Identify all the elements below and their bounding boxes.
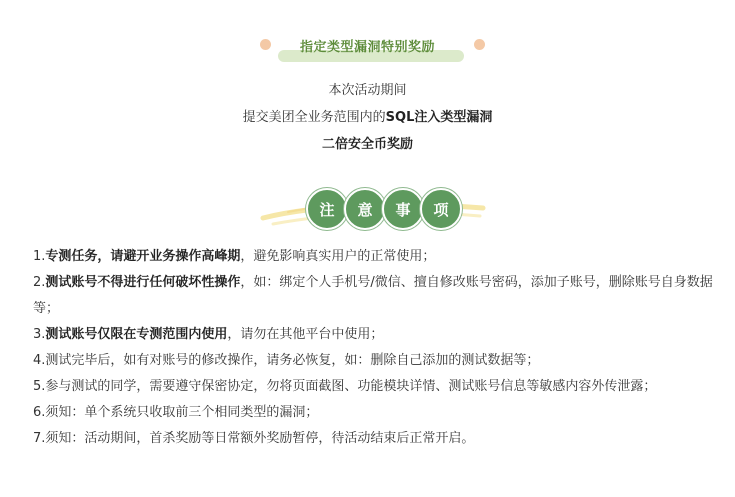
intro-line-1: 本次活动期间 <box>328 83 407 98</box>
intro-line-3-bold: 二倍安全币奖励 <box>321 137 413 152</box>
rule-number: 4. <box>33 353 46 368</box>
rule-item <box>33 322 713 348</box>
rule-item <box>33 400 713 426</box>
rule-number: 1. <box>33 249 46 264</box>
notice-char-1: 注 <box>306 188 348 230</box>
rule-text: 参与测试的同学，需要遵守保密协定，勿将页面截图、功能模块详情、测试账号信息等敏感内容外传泄露； <box>45 379 657 394</box>
rule-bold-text: 专测任务，请避开业务操作高峰期 <box>45 249 241 264</box>
intro-line-2-bold: SQL注入类型漏洞 <box>385 110 493 125</box>
intro-line-2 <box>0 104 735 131</box>
intro-line-2-prefix: 提交美团全业务范围内的 <box>242 110 386 125</box>
intro-line-3 <box>0 131 735 158</box>
section-title-text: 指定类型漏洞特别奖励 <box>299 40 435 55</box>
rule-number: 5. <box>33 379 46 394</box>
rule-item <box>33 374 713 400</box>
rule-text: ，请勿在其他平台中使用； <box>227 327 384 342</box>
rule-item <box>33 348 713 374</box>
rule-number: 7. <box>33 431 46 446</box>
rule-text: ，避免影响真实用户的正常使用； <box>240 249 436 264</box>
notice-char-3: 事 <box>382 188 424 230</box>
notice-char-2: 意 <box>344 188 386 230</box>
rule-number: 2. <box>33 275 46 290</box>
rule-number: 3. <box>33 327 46 342</box>
rule-text: 测试完毕后，如有对账号的修改操作，请务必恢复，如：删除自己添加的测试数据等； <box>45 353 540 368</box>
rule-bold-text: 测试账号不得进行任何破坏性操作 <box>45 275 241 290</box>
rules-list <box>33 244 713 452</box>
rule-text: 须知：活动期间，首杀奖励等日常额外奖励暂停，待活动结束后正常开启。 <box>45 431 475 446</box>
notice-heading <box>0 188 735 236</box>
rule-item <box>33 426 713 452</box>
notice-circles <box>306 188 458 232</box>
intro-block <box>0 77 735 158</box>
rule-bold-text: 测试账号仅限在专测范围内使用 <box>45 327 228 342</box>
rule-item <box>33 244 713 270</box>
section-title <box>0 28 735 68</box>
notice-char-4: 项 <box>420 188 462 230</box>
rule-item <box>33 270 713 322</box>
rule-text: 须知：单个系统只收取前三个相同类型的漏洞； <box>45 405 319 420</box>
rule-text: ，如：绑定个人手机号/微信、擅自修改账号密码，添加子账号，删除账号自身数据等； <box>33 275 713 316</box>
rule-number: 6. <box>33 405 46 420</box>
